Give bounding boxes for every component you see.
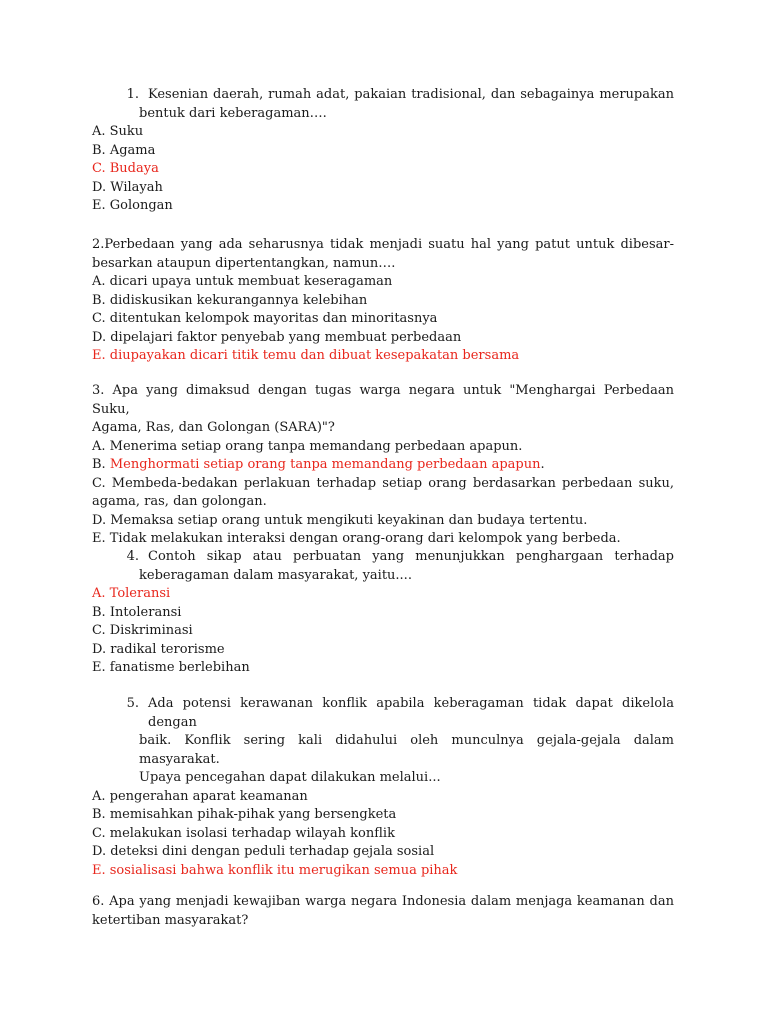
question-6 [92,893,674,930]
question-text: keberagaman dalam masyarakat, yaitu.... [139,567,412,583]
option-c: C. melakukan isolasi terhadap wilayah konflik [92,825,395,841]
question-text: 3. Apa yang dimaksud dengan tugas warga negara untuk "Menghargai Perbedaan Suku, [92,383,674,417]
option-d: D. Wilayah [92,179,163,195]
question-text: 6. Apa yang menjadi kewajiban warga negara Indonesia dalam menjaga keamanan dan [92,894,674,909]
question-text: 2.Perbedaan yang ada seharusnya tidak menjadi suatu hal yang patut untuk dibesar- [92,237,674,252]
question-text: Kesenian daerah, rumah adat, pakaian tradisional, dan sebagainya merupakan [148,87,674,102]
option-e-answer: E. diupayakan dicari titik temu dan dibuat kesepakatan bersama [92,348,520,363]
question-text: Agama, Ras, dan Golongan (SARA)"? [92,420,335,435]
question-text: besarkan ataupun dipertentangkan, namun…. [92,255,396,271]
option-label: B. [92,457,110,472]
option-b-answer: Menghormati setiap orang tanpa memandang perbedaan apapun [109,457,541,472]
question-text: Contoh sikap atau perbuatan yang menunjukkan penghargaan terhadap [148,549,674,564]
option-d: D. dipelajari faktor penyebab yang membuat perbedaan [92,329,462,345]
option-d: D. deteksi dini dengan peduli terhadap gejala sosial [92,844,435,859]
option-b [92,456,674,475]
question-1 [92,86,674,216]
question-text: baik. Konflik sering kali didahului oleh munculnya gejala-gejala dalam masyarakat. [139,733,674,767]
option-e: E. Tidak melakukan interaksi dengan orang-orang dari kelompok yang berbeda. [92,531,621,546]
option-c: C. ditentukan kelompok mayoritas dan minoritasnya [92,311,438,326]
question-number: 5. [126,696,139,711]
option-c: C. Diskriminasi [92,623,193,638]
option-b: B. Agama [92,142,156,158]
option-a: A. Menerima setiap orang tanpa memandang perbedaan apapun. [92,438,523,454]
question-5 [92,695,674,880]
question-text: ketertiban masyarakat? [92,912,249,928]
question-3 [92,382,674,549]
question-4 [92,548,674,678]
option-e: E. Golongan [92,198,173,213]
question-number: 1. [126,87,139,102]
option-a: A. pengerahan aparat keamanan [92,788,308,804]
option-e-answer: E. sosialisasi bahwa konflik itu merugikan semua pihak [92,862,458,878]
option-e: E. fanatisme berlebihan [92,660,250,675]
question-2 [92,236,674,366]
option-a: A. Suku [92,124,144,139]
option-c: C. Membeda-bedakan perlakuan terhadap setiap orang berdasarkan perbedaan suku, [92,475,674,491]
option-d: D. Memaksa setiap orang untuk mengikuti keyakinan dan budaya tertentu. [92,512,588,528]
option-c-answer: C. Budaya [92,161,159,176]
option-b: B. memisahkan pihak-pihak yang bersengketa [92,807,397,822]
question-text: Upaya pencegahan dapat dilakukan melalui... [139,770,441,785]
option-b: B. didiskusikan kekurangannya kelebihan [92,292,368,308]
question-number: 4. [126,549,139,564]
option-a-answer: A. Toleransi [92,586,171,601]
question-text: Ada potensi kerawanan konflik apabila keberagaman tidak dapat dikelola dengan [148,696,674,730]
option-punct: . [540,457,545,472]
option-d: D. radikal terorisme [92,641,225,657]
question-text: bentuk dari keberagaman…. [139,105,327,121]
option-a: A. dicari upaya untuk membuat keseragaman [92,274,393,289]
option-b: B. Intoleransi [92,604,182,620]
option-c-cont: agama, ras, dan golongan. [92,494,267,509]
